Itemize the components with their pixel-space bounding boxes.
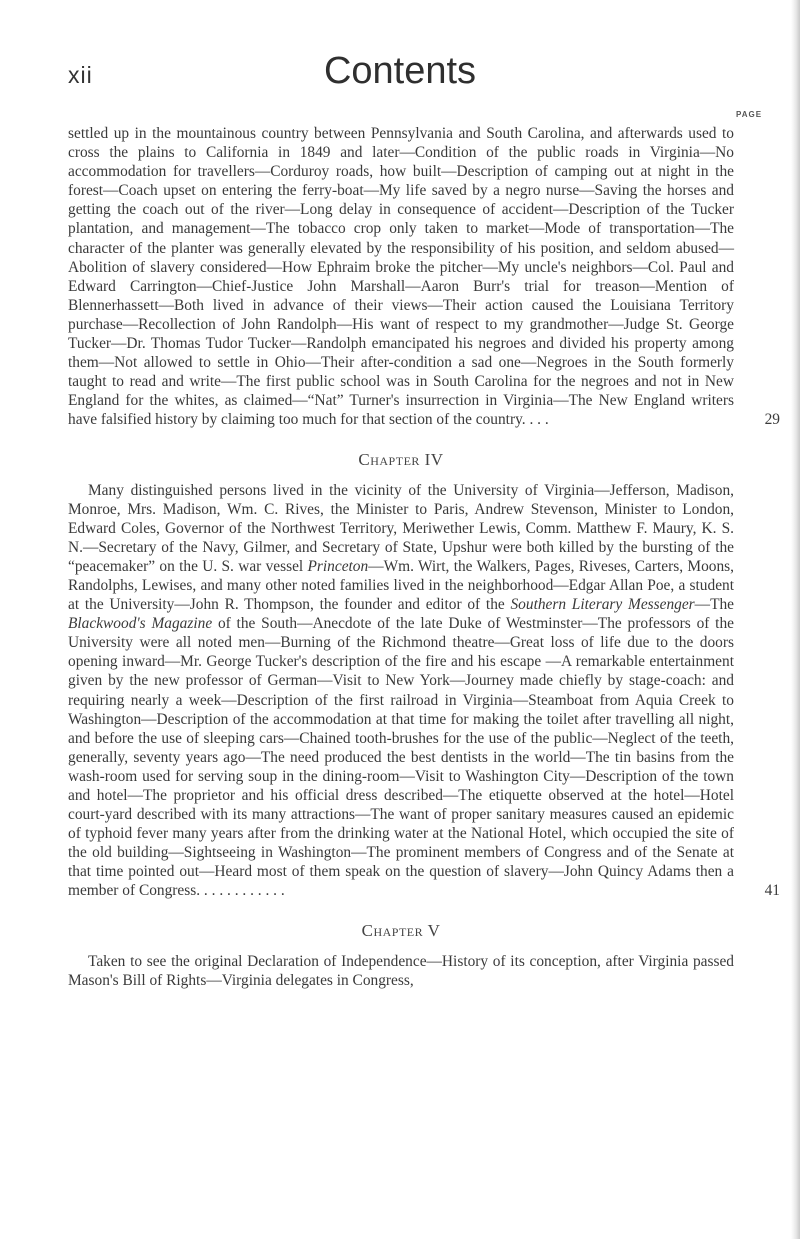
chapter-heading: Chapter V [361, 920, 441, 940]
page-number: xii [68, 62, 93, 88]
periodical-title: Blackwood's Magazine [68, 615, 213, 633]
vessel-name: Princeton [307, 557, 369, 575]
entry-summary: Many distinguished persons lived in the vicinity of the University of Virginia—Jefferson, Madison, Monroe, Mrs. Madison, Wm. C. Rives, the Minister to Paris, Andrew Stevenson, Minister to London, Edward Coles, Governor of the Northwest Territory, Meriwether Lewis, Comm. Matthew F. Maury, K. S. N.—Secretary of the Navy, Gilmer, and Secretary of State, Upshur were both killed by the bursting of the “peacemaker” on the U. S. war vessel Princeton—Wm. Wirt, the Walkers, Pages, Riveses, Carters, Moons, Randolphs, Lewises, and many other noted families lived in the neighborhood—Edgar Allan Poe, a student at the University—John R. Thompson, the founder and editor of the Southern Literary Messenger—The Blackwood's Magazine of the South—Anecdote of the late Duke of Westminster—The professors of the University were all noted men—Burning of the Richmond theatre—Great loss of life due to the doors opening inward—Mr. George Tucker's description of the fire and his escape —A remarkable entertainment given by the new professor of German—Visit to New York—Journey made chiefly by stage-coach: and requiring nearly a week—Description of the first railroad in Virginia—Steamboat from Aquia Creek to Washington—Description of the accommodation at that time for making the toilet after travelling all night, and before the use of sleeping cars—Chained tooth-brushes for the use of the public—Neglect of the teeth, generally, seventy years ago—The need produced the best dentists in the world—The tin basins from the wash-room used for serving soup in the dining-room—Visit to Washington City—Description of the town and hotel—The proprietor and his official dress described—The etiquette observed at the hotel—Hotel court-yard described with its many attractions—The want of proper sanitary measures caused an epidemic of typhoid fever many years after from the drinking water at the National Hotel, which occupied the site of the old building—Sightseeing in Washington—The prominent members of Congress and of the Senate at that time pointed out—Heard most of them speak on the question of slavery—John Quincy Adams then a member of Congress. . . . . . . . . . . . [68, 481, 734, 900]
contents-body [68, 124, 780, 990]
page-edge-shadow [791, 0, 800, 1239]
contents-entry-chapter-3-continued [68, 124, 780, 430]
contents-entry-chapter-5 [68, 952, 780, 990]
periodical-title: Southern Literary Messenger [510, 596, 695, 614]
page-column-label: PAGE [736, 110, 763, 119]
entry-summary: Taken to see the original Declaration of Independence—History of its conception, after Virginia passed Mason's Bill of Rights—Virginia delegates in Congress, [68, 952, 734, 989]
page-header [0, 50, 800, 100]
chapter-heading: Chapter IV [358, 449, 444, 469]
contents-entry-chapter-4 [68, 481, 780, 901]
entry-summary: settled up in the mountainous country between Pennsylvania and South Carolina, and afterwards used to cross the plains to California in 1849 and later—Condition of the public roads in Virginia—No accommodation for travellers—Corduroy roads, how built—Description of camping out at night in the forest—Coach upset on entering the ferry-boat—My life saved by a negro nurse—Saving the horses and getting the coach out of the river—Long delay in consequence of accident—Description of the Tucker plantation, and management—The tobacco crop only taken to market—Mode of transportation—The character of the planter was generally elevated by the responsibility of his position, and seldom abused—Abolition of slavery considered—How Ephraim broke the pitcher—My uncle's neighbors—Col. Paul and Edward Carrington—Chief-Justice John Marshall—Aaron Burr's trial for treason—Mention of Blennerhassett—Both lived in advance of their views—Their action caused the Louisiana Territory purchase—Recollection of John Randolph—His want of respect to my grandmother—Judge St. George Tucker—Dr. Thomas Tudor Tucker—Randolph emancipated his negroes and divided his property among them—Not allowed to settle in Ohio—Their after-condition a sad one—Negroes in the South formerly taught to read and write—The first public school was in South Carolina for the negroes and not in New England for the whites, as claimed—“Nat” Turner's insurrection in Virginia—The New England writers have falsified history by claiming too much for that section of the country. . . . [68, 125, 734, 429]
entry-page-number: 29 [764, 411, 780, 429]
running-title: Contents [323, 50, 477, 92]
entry-page-number: 41 [764, 882, 780, 900]
